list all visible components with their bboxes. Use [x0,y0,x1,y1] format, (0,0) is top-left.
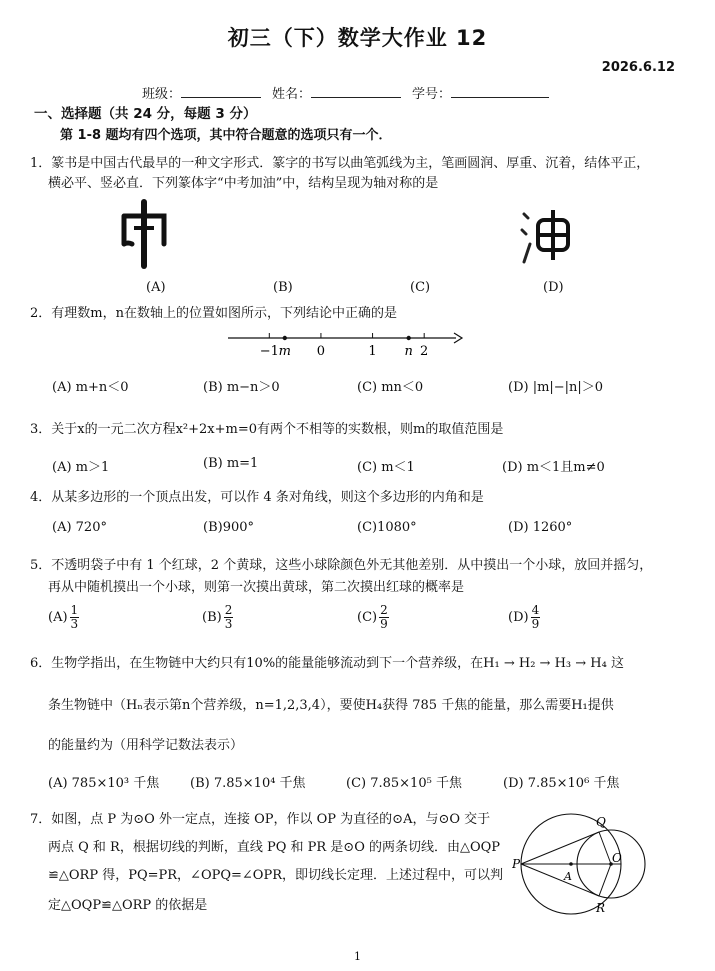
q1-option-d: (D) [543,280,564,295]
q5-line1: 5．不透明袋子中有 1 个红球，2 个黄球，这些小球除颜色外无其他差别．从中摸出一个小球，放回并摇匀， [30,558,653,573]
q5-option-b: (B) $\frac{2}{3}$ [202,603,233,631]
q6-line3: 的能量约为（用科学记数法表示） [48,738,244,753]
q2-option-c: (C) mn＜0 [357,380,424,395]
q1-option-a: (A) [146,280,166,295]
q5-option-a: (A) $\frac{1}{3}$ [48,603,79,631]
axis-point-label-n: n [404,344,413,359]
section-title: 一、选择题（共 24 分，每题 3 分） [34,106,257,122]
q2-stem: 2．有理数m，n在数轴上的位置如图所示，下列结论中正确的是 [30,306,397,321]
axis-point-label-m: m [278,344,291,359]
axis-tick-label: 1 [368,344,377,359]
q5-line2: 再从中随机摸出一个小球，则第一次摸出黄球，第二次摸出红球的概率是 [48,580,465,595]
name-blank [311,85,401,98]
q6-option-c: (C) 7.85×10⁵ 千焦 [346,776,462,791]
page-title: 初三（下）数学大作业 12 [227,26,488,50]
q6-option-b: (B) 7.85×10⁴ 千焦 [190,776,306,791]
q2-option-a: (A) m+n＜0 [52,380,129,395]
q3-stem: 3．关于x的一元二次方程x²+2x+m=0有两个不相等的实数根，则m的取值范围是 [30,422,504,437]
axis-point-n [406,336,410,340]
label-a: A [564,870,572,883]
label-q: Q [596,815,606,829]
q3-option-b: (B) m=1 [203,456,259,471]
class-label: 班级： [142,87,182,102]
axis-tick-label: −1 [259,344,279,359]
q2-option-b: (B) m−n＞0 [203,380,280,395]
q3-option-c: (C) m＜1 [357,460,415,475]
q5-option-c: (C) $\frac{2}{9}$ [357,603,388,631]
q4-option-a: (A) 720° [52,520,107,535]
q4-option-b: (B)900° [203,520,255,535]
q6-line2: 条生物链中（Hₙ表示第n个营养级，n=1,2,3,4），要使H₄获得 785 千焦的能量，那么需要H₁提供 [48,698,614,713]
q4-option-c: (C)1080° [357,520,417,535]
seal-char-d-icon [520,204,574,266]
id-blank [451,85,549,98]
number-line [228,326,468,360]
page-number: 1 [354,950,361,963]
q2-option-d: (D) |m|−|n|＞0 [508,380,604,395]
axis-tick-label: 2 [420,344,429,359]
q7-line4: 定△OQP≌△ORP 的依据是 [48,898,208,913]
class-field [142,83,261,102]
q4-stem: 4．从某多边形的一个顶点出发，可以作 4 条对角线，则这个多边形的内角和是 [30,490,484,505]
id-label: 学号： [412,87,452,102]
name-label: 姓名： [272,87,312,102]
q1-line1: 1．篆书是中国古代最早的一种文字形式．篆字的书写以曲笔弧线为主，笔画圆润、厚重、沉着，结体平正， [30,156,650,171]
class-blank [181,85,261,98]
seal-char-a-icon [118,198,170,270]
q7-circle-figure [512,808,672,920]
q1-line2: 横必平、竖必直．下列篆体字“中考加油”中，结构呈现为轴对称的是 [48,176,439,191]
q6-option-d: (D) 7.85×10⁶ 千焦 [503,776,620,791]
label-r: R [596,901,606,915]
q1-option-b: (B) [273,280,293,295]
name-field [272,83,401,102]
q7-line2: 两点 Q 和 R，根据切线的判断，直线 PQ 和 PR 是⊙O 的两条切线．由△OQP [48,840,501,855]
axis-point-m [283,336,287,340]
q3-option-a: (A) m＞1 [52,460,110,475]
section-instruction: 第 1-8 题均有四个选项，其中符合题意的选项只有一个． [60,128,392,143]
q7-line3: ≌△ORP 得，PQ=PR，∠OPQ=∠OPR，即切线长定理．上述过程中，可以判 [48,868,503,883]
label-o: O [612,851,622,865]
axis-tick-label: 0 [316,344,326,359]
q4-option-d: (D) 1260° [508,520,573,535]
q7-line1: 7．如图，点 P 为⊙O 外一定点，连接 OP，作以 OP 为直径的⊙A，与⊙O 交于 [30,812,491,827]
q6-line1: 6．生物学指出，在生物链中大约只有10%的能量能够流动到下一个营养级，在H₁ → H₂ → H₃ → H₄ 这 [30,656,624,671]
q3-option-d: (D) m＜1且m≠0 [502,460,605,475]
q5-option-d: (D) $\frac{4}{9}$ [508,603,540,631]
id-field [412,83,549,102]
label-p: P [512,857,521,871]
q1-option-c: (C) [410,280,431,295]
date: 2026.6.12 [601,60,675,75]
q6-option-a: (A) 785×10³ 千焦 [48,776,160,791]
